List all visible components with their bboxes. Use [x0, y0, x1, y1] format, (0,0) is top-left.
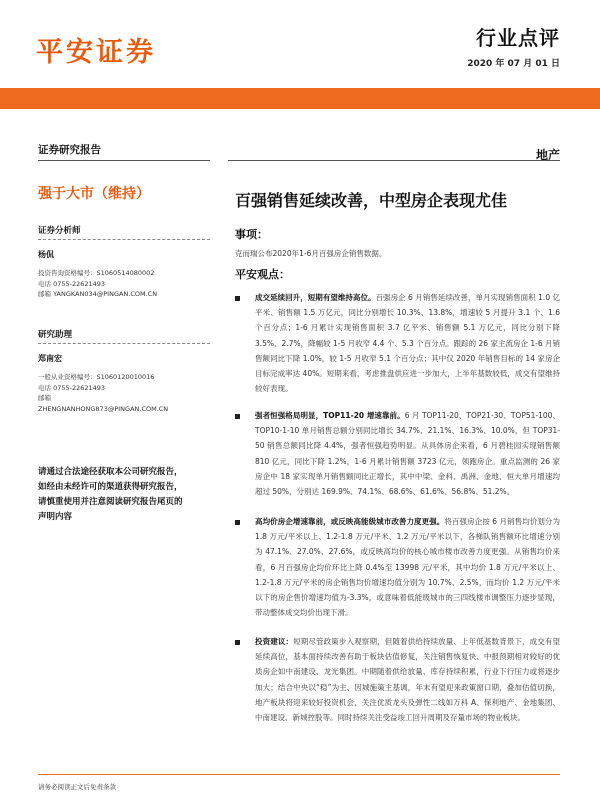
- company-logo: 平安证券: [36, 37, 156, 68]
- analyst-name: 杨侃: [38, 250, 54, 259]
- bullet-body: 百强房企 6 月销售延续改善，单月实现销售面积 1.0 亿平米、销售额 1.5 万亿元，同比分别增长 10.3%、13.8%，增速较 5 月提升 3.1 个、1.6 个百分点；1-6 月累计实现销售面积 3.7 亿平米、销售额 5.1 万亿元，同比分别下降 3.5%、2.7%，降幅较 1-5 月收窄 4.4 个、5.3 个百分点。跟踪的 26 家主流房企 1-6 月销售额同比下降 1.0%，较 1-5 月收窄 5.1 个百分点；其中仅 2020 年销售目标的 14 家房企目标完成率达 40%。短期来看，考虑推盘供应进一步加大，上半年基数较低，成交有望维持较好表现。: [255, 293, 561, 394]
- analyst-block: [38, 224, 210, 300]
- analyst-email[interactable]: 邮箱 YANGKAN034@PINGAN.COM.CN: [38, 290, 158, 298]
- disclaimer-line: 请通过合法途径获取本公司研究报告，: [38, 467, 183, 477]
- bullet-icon: [235, 414, 240, 419]
- bullet-icon: [235, 640, 240, 645]
- page-title: 百强销售延续改善，中型房企表现尤佳: [235, 191, 508, 210]
- report-date: 2020 年 07 月 01 日: [467, 59, 560, 69]
- divider: [38, 239, 210, 240]
- bullet-body: 6 月 TOP11-20、TOP21-30、TOP51-100、TOP10-1-10 单月销售总额分别同比增长 34.7%、21.1%、16.3%、10.0%，但 TOP31-50 销售总额同比降 4.4%，强者恒强趋势明显。从具体房企来看，6 月碧桂园实现销售额 810 亿元，同比下降 1.2%，1-6 月累计销售额 3723 亿元，领跑房企。重点监测的 26 家房企中 18 家实现单月销售额同比正增长，其中中梁、金科、禹洲、金地、恒大单月增速均超过 50%，分别达 169.9%、74.1%、68.6%、61.6%、56.8%、51.2%。: [255, 411, 560, 497]
- events-heading: 事项：: [235, 228, 268, 241]
- divider: [38, 343, 210, 344]
- assistant-heading: 研究助理: [38, 330, 73, 340]
- footer-text: 请务必阅读正文后免责条款: [38, 783, 116, 791]
- sector-label: 地产: [535, 148, 560, 162]
- view-bullet: [235, 408, 560, 499]
- divider: [38, 160, 210, 161]
- view-bullet: [235, 514, 560, 620]
- events-text: 克而瑞公布2020年1-6月百强房企销售数据。: [235, 249, 387, 258]
- footer-divider: [38, 774, 560, 775]
- bullet-lead: 投资建议：: [255, 637, 294, 646]
- assistant-name: 郑南宏: [38, 354, 62, 363]
- bullet-icon: [235, 296, 240, 301]
- analyst-cert: 投资咨询资格编号：S1060514080002: [38, 269, 155, 277]
- bullet-lead: 强者恒强格局明显，TOP11-20 增速靠前。: [255, 411, 405, 420]
- bullet-body: 将百强房企按 6 月销售均价划分为 1.8 万元/平米以上、1.2-1.8 万元/平米、1.2 万元/平米以下，各梯队销售额环比增速分别为 47.1%、27.0%、27.6%，或反映高均价的核心城市楼市改善力度更强。从销售均价来看，6 月百强房企均价环比上降 0.4%至 13998 元/平米，其中均价 1.8 万元/平米以上、1.2-1.8 万元/平米的房企销售均价增速均值分别为 10.7%、2.5%，而均价 1.2 万元/平米以下的房企售价增速均值为-3.3%，或意味着低能级城市的三四线楼市调整压力逐步显现，带动整体成交均价出现下滑。: [255, 517, 561, 618]
- disclaimer-line: 声明内容: [38, 512, 73, 522]
- disclaimer-line: 如经由未经许可的渠道获得研究报告，: [38, 482, 183, 492]
- analyst-heading: 证券分析师: [38, 226, 81, 236]
- bullet-lead: 成交延续回升，短期有望维持高位。: [255, 293, 376, 302]
- bullet-text: [255, 408, 560, 499]
- rating: 强于大市（维持）: [38, 186, 150, 202]
- bullet-lead: 高均价房企增速靠前，或反映高能级城市改善力度更强。: [255, 517, 445, 526]
- view-bullet: [235, 634, 560, 725]
- doc-category: 证券研究报告: [38, 144, 101, 156]
- divider: [228, 160, 560, 161]
- assistant-email-label: 邮箱: [38, 394, 51, 402]
- views-heading: 平安观点：: [235, 268, 290, 281]
- bullet-text: [255, 634, 560, 725]
- report-type: 行业点评: [476, 26, 560, 50]
- assistant-email[interactable]: ZHENGNANHONG873@PINGAN.COM.CN: [38, 404, 169, 413]
- header-band: [0, 88, 600, 109]
- assistant-cert: 一般从业资格编号：S1060120010016: [38, 373, 155, 381]
- disclaimer: [38, 465, 210, 525]
- assistant-phone: 电话 0755-22621493: [38, 383, 106, 392]
- bullet-text: [255, 514, 560, 620]
- analyst-phone: 电话 0755-22621493: [38, 279, 106, 288]
- assistant-block: [38, 328, 210, 414]
- bullet-icon: [235, 520, 240, 525]
- disclaimer-line: 请慎重使用并注意阅读研究报告尾页的: [38, 497, 183, 507]
- bullet-body: 短期尽管政策步入观察期，但随着供给持续放量、上年低基数背景下，成交有望延续高位，基本面持续改善有助于板块估值修复，关注销售恢复快、中报预期相对较好的优质房企如中南建设、龙光集团。中期随着供给放量、库存持续积累，行业下行压力或将逐步加大；结合中央以“稳”为主、因城施策主基调，年末有望迎来政策窗口期，叠加估值切换，地产板块将迎来较好投资机会，关注优质龙头及弹性二线如万科 A、保利地产、金地集团、中南建设、新城控股等。同时持续关注受益竣工回升周期及存量市场的物业板块。: [255, 637, 561, 723]
- view-bullet: [235, 290, 560, 396]
- bullet-text: [255, 290, 560, 396]
